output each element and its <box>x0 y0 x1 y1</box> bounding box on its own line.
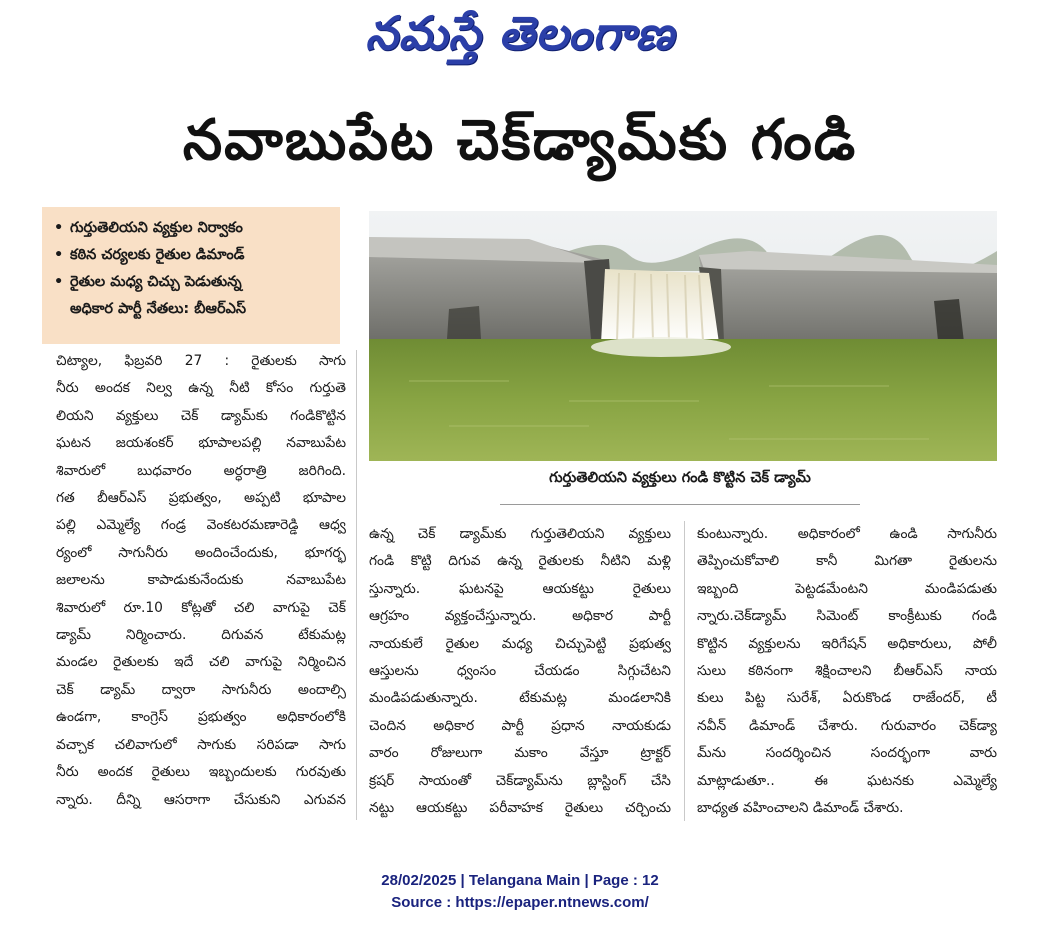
footer-source: Source : https://epaper.ntnews.com/ <box>391 894 649 911</box>
article-line: చెక్ డ్యామ్ ద్వారా సాగునీరు అందాల్సి <box>56 681 346 698</box>
article-line: నీరు అందక నిల్వ ఉన్న నీటి కోసం గుర్తుతె <box>56 380 346 397</box>
article-line: ఆస్తులను ధ్వంసం చేయడం సిగ్గుచేటని <box>369 663 671 680</box>
article-line: నవీన్ డిమాండ్ చేశారు. గురువారం చెక్‌డ్యా <box>697 717 997 734</box>
article-line: కొట్టిన వ్యక్తులను ఇరిగేషన్ అధికారులు, పోలీ <box>697 635 997 652</box>
photo-caption: గుర్తుతెలియని వ్యక్తులు గండి కొట్టిన చెక్ డ్యామ్ <box>549 470 811 486</box>
article-line: కుంటున్నారు. అధికారంలో ఉండి సాగునీరు <box>697 526 997 542</box>
article-line: న్నారు. దీన్ని ఆసరాగా చేసుకుని ఎగువన <box>56 791 346 808</box>
article-line: నట్టు ఆయకట్టు పరీవాహక రైతులు చర్చించు <box>369 800 671 817</box>
article-line: పల్లి ఎమ్మెల్యే గండ్ర వెంకటరమణారెడ్డి ఆధ్వ <box>56 517 346 534</box>
headline: నవాబుపేట చెక్‌డ్యామ్‌కు గండి <box>182 108 858 173</box>
article-line: చిట్యాల, ఫిబ్రవరి 27 : రైతులకు సాగు <box>56 353 346 369</box>
highlight-text: కఠిన చర్యలకు రైతుల డిమాండ్ <box>70 247 245 263</box>
footer <box>0 870 1040 914</box>
article-line: గండి కొట్టి దిగువ ఉన్న రైతులకు నీటిని మళ్లి <box>369 553 671 570</box>
article-line: కులు పిట్ట సురేశ్, ఏరుకొండ రాజేందర్, టీ <box>697 690 997 707</box>
article-line: గత బీఆర్‌ఎస్ ప్రభుత్వం, అప్పటి భూపాల <box>56 490 346 507</box>
article-line: తెప్పించుకోవాలి కానీ మిగతా రైతులను <box>697 553 997 570</box>
highlight-text: గుర్తుతెలియని వ్యక్తుల నిర్వాకం <box>70 220 243 236</box>
article-line: ఉండగా, కాంగ్రెస్ ప్రభుత్వం అధికారంలోకి <box>56 709 346 726</box>
article-column-1 <box>56 348 346 814</box>
article-line: డ్యామ్ నిర్మించారు. దిగువన టేకుమట్ల <box>56 627 346 644</box>
checkdam-photo <box>369 211 997 461</box>
article-line: నాయకులే రైతుల మధ్య చిచ్చుపెట్టి ప్రభుత్వ <box>369 635 671 652</box>
article-line: శివారులో రూ.10 కోట్లతో చలి వాగుపై చెక్ <box>56 599 346 616</box>
article-line: ఆగ్రహం వ్యక్తంచేస్తున్నారు. అధికార పార్టీ <box>369 608 671 625</box>
article-line: ర్యంలో సాగునీరు అందించేందుకు, భూగర్భ <box>56 544 346 561</box>
article-line: ఇబ్బంది పెట్టడమేంటని మండిపడుతు <box>697 580 997 597</box>
article-column-2 <box>369 521 671 822</box>
article-line: వారం రోజులుగా మకాం వేస్తూ ట్రాక్టర్ <box>369 745 671 762</box>
article-line: మాట్లాడుతూ.. ఈ ఘటనకు ఎమ్మెల్యే <box>697 772 997 789</box>
highlight-text: రైతుల మధ్య చిచ్చు పెడుతున్న <box>70 274 242 290</box>
article-line: క్రషర్ సాయంతో చెక్‌డ్యామ్‌ను బ్లాస్టింగ్ చేసి <box>369 772 671 789</box>
article-line: మండిపడుతున్నారు. టేకుమట్ల మండలానికి <box>369 690 671 707</box>
highlights-box <box>42 207 340 344</box>
masthead-logo: నమస్తే తెలంగాణ <box>365 6 675 60</box>
article-line: నీరు అందక రైతులు ఇబ్బందులకు గురవుతు <box>56 764 346 781</box>
highlight-item <box>54 269 332 296</box>
article-line: వచ్చాక చలివాగులో సాగుకు సరిపడా సాగు <box>56 736 346 753</box>
article-line: ఉన్న చెక్ డ్యామ్‌కు గుర్తుతెలియని వ్యక్తులు <box>369 526 671 542</box>
article-line: స్తున్నారు. ఘటనపై ఆయకట్టు రైతులు <box>369 580 671 597</box>
column-divider <box>684 521 685 821</box>
footer-edition-info: 28/02/2025 | Telangana Main | Page : 12 <box>381 872 659 889</box>
article-line: ఘటన జయశంకర్ భూపాలపల్లి నవాబుపేట <box>56 435 346 452</box>
article-line: లియని వ్యక్తులు చెక్ డ్యామ్‌కు గండికొట్టిన <box>56 407 346 424</box>
caption-divider <box>500 504 860 505</box>
highlight-item <box>54 242 332 269</box>
article-line: బాధ్యత వహించాలని డిమాండ్ చేశారు. <box>697 800 904 817</box>
article-line: చెందిన అధికార పార్టీ ప్రధాన నాయకుడు <box>369 717 671 734</box>
bullet-icon: • <box>54 247 64 263</box>
bullet-icon: • <box>54 274 64 290</box>
article-line: మ్‌ను సందర్శించిన సందర్భంగా వారు <box>697 745 997 762</box>
article-line: శివారులో బుధవారం అర్ధరాత్రి జరిగింది. <box>56 462 346 479</box>
article-line: సులు కఠినంగా శిక్షించాలని బీఆర్‌ఎస్ నాయ <box>697 663 997 680</box>
highlight-item <box>54 296 332 323</box>
article-line: న్నారు.చెక్‌డ్యామ్ సిమెంట్ కాంక్రీటుకు గండి <box>697 608 997 625</box>
article-line: మండల రైతులకు ఇదే చలి వాగుపై నిర్మించిన <box>56 654 346 671</box>
article-column-3 <box>697 521 997 822</box>
article-line: జలాలను కాపాడుకునేందుకు నవాబుపేట <box>56 572 346 589</box>
bullet-icon: • <box>54 220 64 236</box>
checkdam-photo-illustration <box>369 211 997 461</box>
highlight-item <box>54 215 332 242</box>
highlight-text: అధికార పార్టీ నేతలు: బీఆర్‌ఎస్ <box>70 301 247 317</box>
column-divider <box>356 350 357 820</box>
